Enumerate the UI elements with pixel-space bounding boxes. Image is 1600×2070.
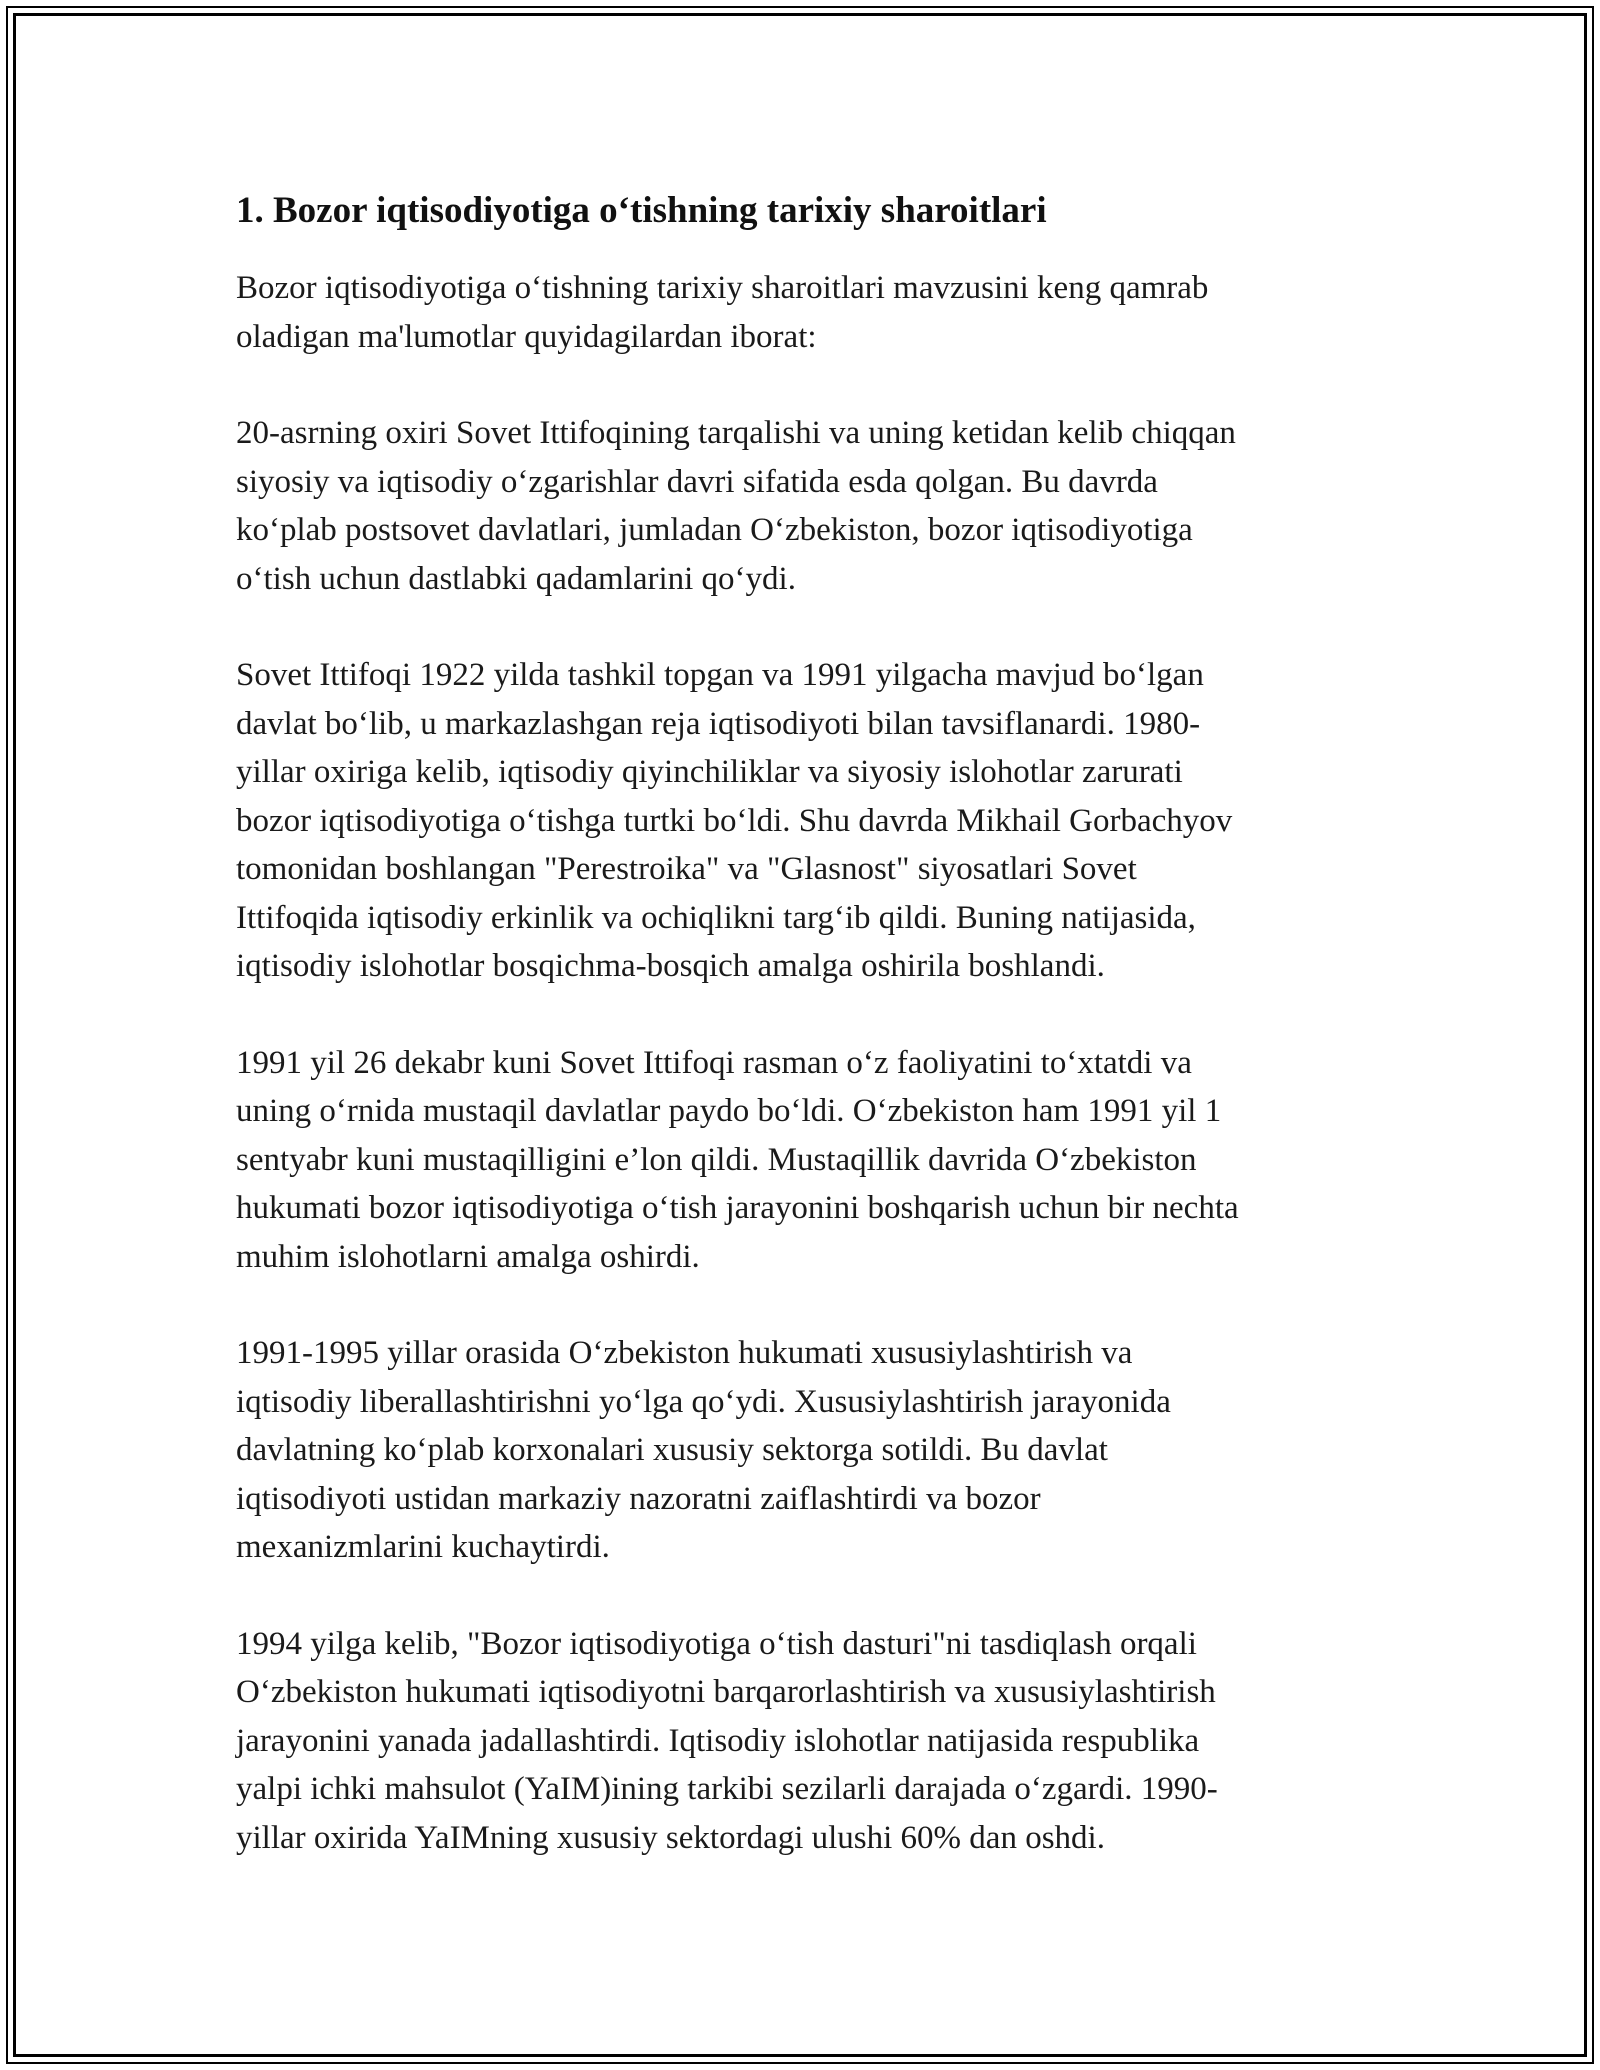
document-body [236,186,1366,1910]
paragraph-soviet-union-history: Sovet Ittifoqi 1922 yilda tashkil topgan va 1991 yilgacha mavjud bo‘lgan davlat bo‘lib, u markazlashgan reja iqtisodiyoti bilan tavsiflanardi. 1980- yillar oxiriga kelib, iqtisodiy qiyinchiliklar va siyosiy islohotlar zarurati bozor iqtisodiyotiga o‘tishga turtki bo‘ldi. Shu davrda Mikhail Gorbachyov tomonidan boshlangan "Perestroika" va "Glasnost" siyosatlari Sovet Ittifoqida iqtisodiy erkinlik va ochiqlikni targ‘ib qildi. Buning natijasida, iqtisodiy islohotlar bosqichma-bosqich amalga oshirila boshlandi. [236,657,1233,984]
paragraph-soviet-dissolution: 20-asrning oxiri Sovet Ittifoqining tarqalishi va uning ketidan kelib chiqqan siyosiy va iqtisodiy o‘zgarishlar davri sifatida esda qolgan. Bu davrda ko‘plab postsovet davlatlari, jumladan O‘zbekiston, bozor iqtisodiyotiga o‘tish uchun dastlabki qadamlarini qo‘ydi. [236,415,1236,597]
paragraph-independence: 1991 yil 26 dekabr kuni Sovet Ittifoqi rasman o‘z faoliyatini to‘xtatdi va uning o‘rnida mustaqil davlatlar paydo bo‘ldi. O‘zbekiston ham 1991 yil 1 sentyabr kuni mustaqilligini e’lon qildi. Mustaqillik davrida O‘zbekiston hukumati bozor iqtisodiyotiga o‘tish jarayonini boshqarish uchun bir nechta muhim islohotlarni amalga oshirdi. [236,1044,1239,1275]
section-heading: 1. Bozor iqtisodiyotiga o‘tishning tarixiy sharoitlari [236,190,1047,231]
paragraph-privatization: 1991-1995 yillar orasida O‘zbekiston hukumati xususiylashtirish va iqtisodiy liberallashtirishni yo‘lga qo‘ydi. Xususiylashtirish jarayonida davlatning ko‘plab korxonalari xususiy sektorga sotildi. Bu davlat iqtisodiyoti ustidan markaziy nazoratni zaiflashtirdi va bozor mexanizmlarini kuchaytirdi. [236,1335,1171,1565]
paragraph-transition-program: 1994 yilga kelib, "Bozor iqtisodiyotiga o‘tish dasturi"ni tasdiqlash orqali O‘zbekiston hukumati iqtisodiyotni barqarorlashtirish va xususiylashtirish jarayonini yanada jadallashtirdi. Iqtisodiy islohotlar natijasida respublika yalpi ichki mahsulot (YaIM)ining tarkibi sezilarli darajada o‘zgardi. 1990- yillar oxirida YaIMning xususiy sektordagi ulushi 60% dan oshdi. [236,1625,1218,1856]
paragraph-intro: Bozor iqtisodiyotiga o‘tishning tarixiy sharoitlari mavzusini keng qamrab oladigan ma'lumotlar quyidagilardan iborat: [236,270,1209,355]
